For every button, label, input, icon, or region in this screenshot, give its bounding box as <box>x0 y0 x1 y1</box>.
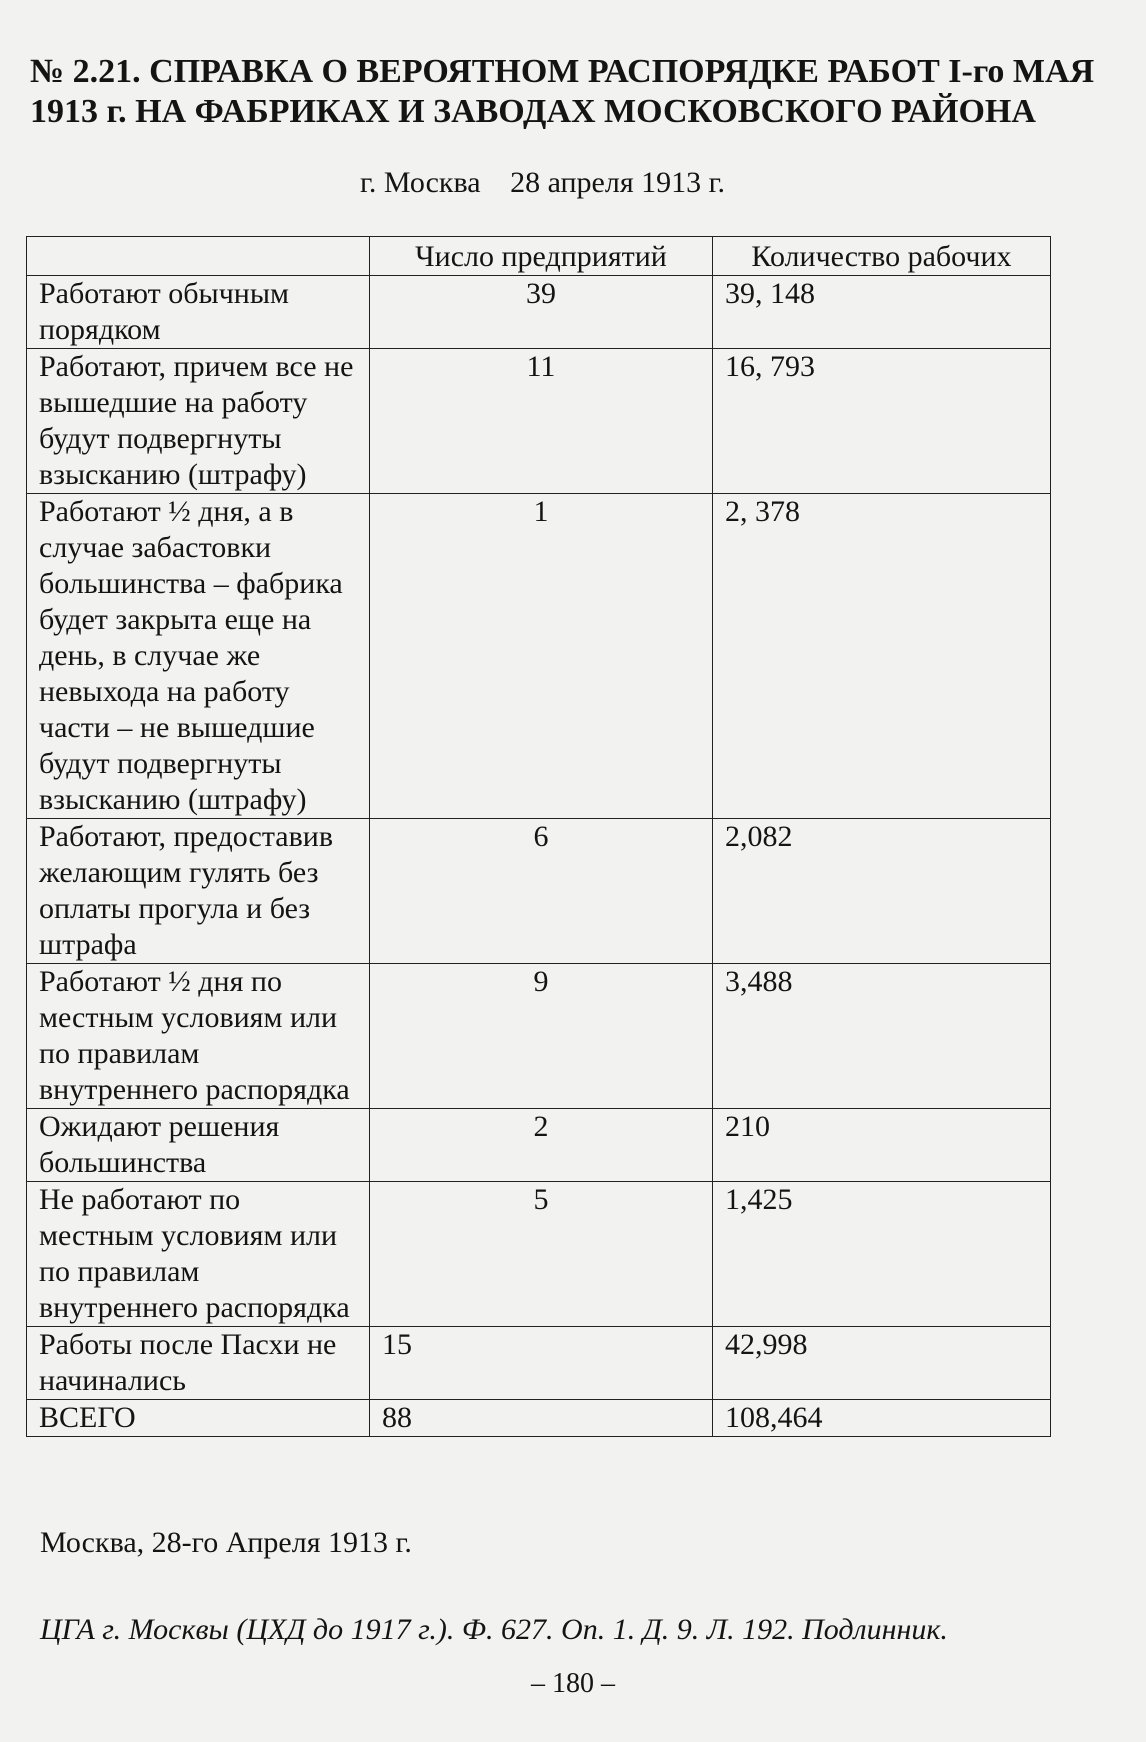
workers-count: 16, 793 <box>713 349 1051 494</box>
table-row <box>27 276 1051 349</box>
table-row <box>27 349 1051 494</box>
enterprises-count: 1 <box>370 494 713 819</box>
enterprises-count: 88 <box>370 1400 713 1437</box>
page-number: – 180 – <box>531 1668 615 1699</box>
workers-count: 39, 148 <box>713 276 1051 349</box>
header-label-cell <box>27 237 370 276</box>
table-row <box>27 1400 1051 1437</box>
workers-count: 210 <box>713 1109 1051 1182</box>
table-header-row <box>27 237 1051 276</box>
row-label: Работают, предоставив желающим гулять без оплаты прогула и без штрафа <box>27 819 370 964</box>
row-label: Работают ½ дня, а в случае забастовки большинства – фабрика будет закрыта еще на день, в случае же невыхода на работу части – не вышедшие будут подвергнуты взысканию (штрафу) <box>27 494 370 819</box>
dateline <box>360 166 725 200</box>
distribution-table <box>26 236 1051 1437</box>
enterprises-count: 5 <box>370 1182 713 1327</box>
table-row <box>27 819 1051 964</box>
table-row <box>27 1109 1051 1182</box>
table-row <box>27 494 1051 819</box>
workers-count: 2, 378 <box>713 494 1051 819</box>
row-label: Не работают по местным условиям или по правилам внутреннего распорядка <box>27 1182 370 1327</box>
header-enterprises: Число предприятий <box>370 237 713 276</box>
row-label: ВСЕГО <box>27 1400 370 1437</box>
row-label: Работают, причем все не вышедшие на работу будут подвергнуты взысканию (штрафу) <box>27 349 370 494</box>
enterprises-count: 39 <box>370 276 713 349</box>
enterprises-count: 6 <box>370 819 713 964</box>
table-row <box>27 964 1051 1109</box>
enterprises-count: 11 <box>370 349 713 494</box>
table-row <box>27 1327 1051 1400</box>
row-label: Работы после Пасхи не начинались <box>27 1327 370 1400</box>
table-row <box>27 1182 1051 1327</box>
closing-place-date: Москва, 28-го Апреля 1913 г. <box>40 1526 412 1559</box>
table-body <box>27 276 1051 1437</box>
workers-count: 2,082 <box>713 819 1051 964</box>
workers-count: 3,488 <box>713 964 1051 1109</box>
enterprises-count: 2 <box>370 1109 713 1182</box>
dateline-date: 28 апреля 1913 г. <box>510 166 726 199</box>
document-title: № 2.21. СПРАВКА О ВЕРОЯТНОМ РАСПОРЯДКЕ РАБОТ I-го МАЯ 1913 г. НА ФАБРИКАХ И ЗАВОДАХ МОСКОВСКОГО РАЙОНА <box>30 53 1095 130</box>
row-label: Работают обычным порядком <box>27 276 370 349</box>
header-workers: Количество рабочих <box>713 237 1051 276</box>
row-label: Ожидают решения большинства <box>27 1109 370 1182</box>
workers-count: 108,464 <box>713 1400 1051 1437</box>
dateline-place: г. Москва <box>360 166 481 199</box>
enterprises-count: 15 <box>370 1327 713 1400</box>
workers-count: 42,998 <box>713 1327 1051 1400</box>
row-label: Работают ½ дня по местным условиям или по правилам внутреннего распорядка <box>27 964 370 1109</box>
workers-count: 1,425 <box>713 1182 1051 1327</box>
archive-source: ЦГА г. Москвы (ЦХД до 1917 г.). Ф. 627. Оп. 1. Д. 9. Л. 192. Подлинник. <box>40 1613 948 1646</box>
enterprises-count: 9 <box>370 964 713 1109</box>
